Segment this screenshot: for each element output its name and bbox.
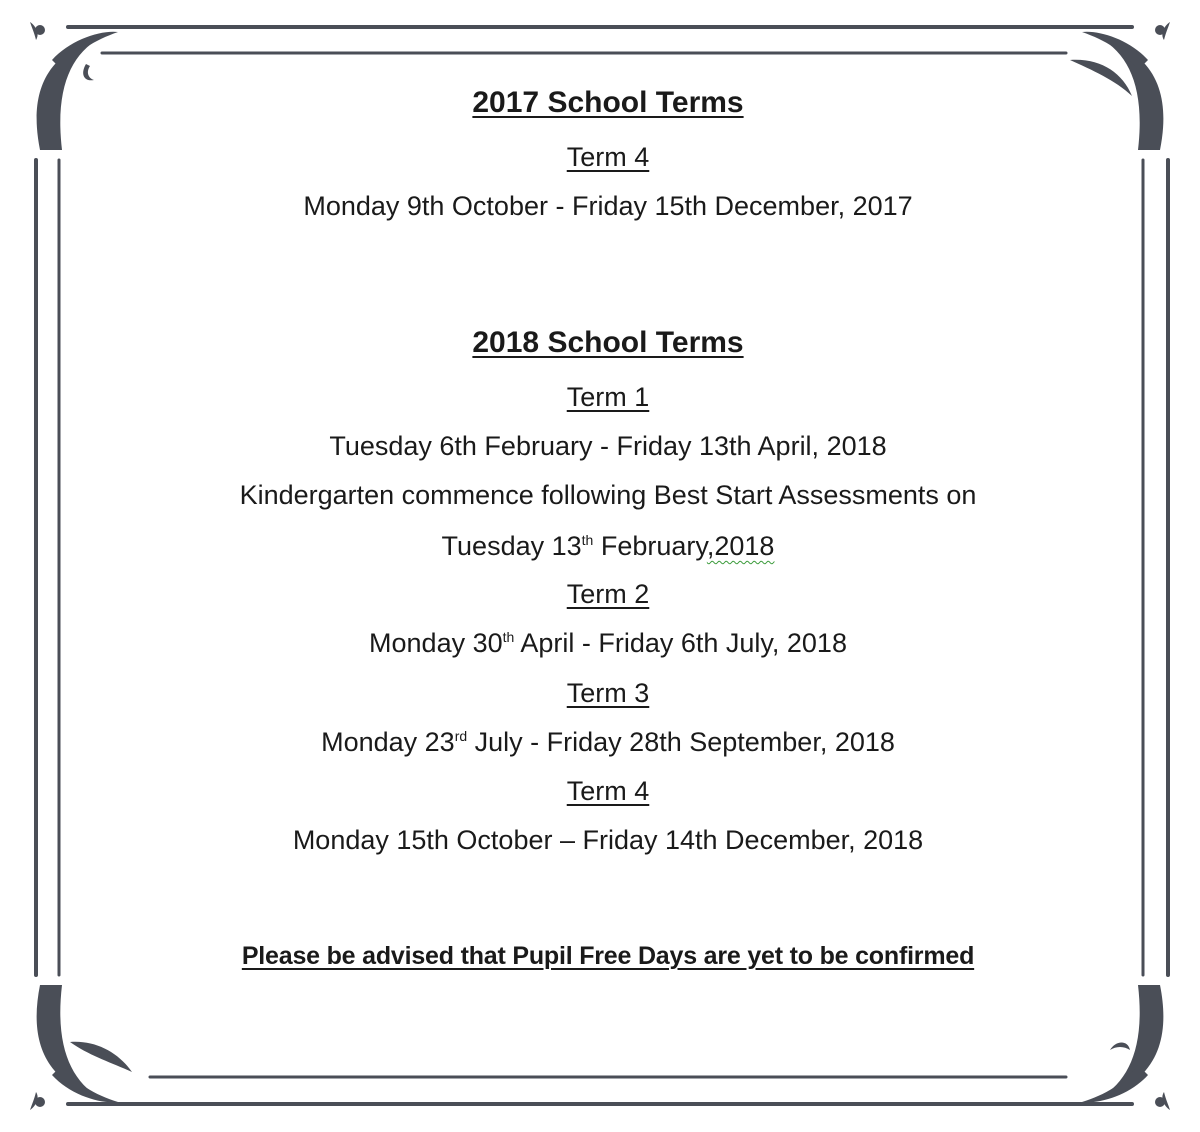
term-1-2018-dates: Tuesday 6th February - Friday 13th April, 2018 xyxy=(329,431,887,461)
term-2-2018-label: Term 2 xyxy=(566,579,650,609)
heading-2017-school-terms: 2017 School Terms xyxy=(472,86,744,119)
kindergarten-commencement-note: Kindergarten commence following Best Start Assessments on xyxy=(239,480,977,510)
term-4-2018-dates: Monday 15th October – Friday 14th December, 2018 xyxy=(292,825,924,855)
kindergarten-date-part-b: February xyxy=(593,531,707,561)
kindergarten-commencement-date xyxy=(0,531,1200,562)
pupil-free-days-notice: Please be advised that Pupil Free Days are yet to be confirmed xyxy=(241,942,975,970)
term-2-dates-ordinal: th xyxy=(502,629,515,645)
term-2-dates-part-a: Monday 30 xyxy=(369,628,503,658)
term-3-dates-ordinal: rd xyxy=(454,728,468,744)
term-4-2017-dates: Monday 9th October - Friday 15th December, 2017 xyxy=(303,191,913,221)
term-1-2018-label: Term 1 xyxy=(566,382,650,412)
term-3-2018-dates xyxy=(0,727,1200,758)
term-3-dates-part-a: Monday 23 xyxy=(321,727,455,757)
term-2-2018-dates xyxy=(0,628,1200,659)
term-4-2017-label: Term 4 xyxy=(566,142,650,172)
heading-2018-school-terms: 2018 School Terms xyxy=(472,326,744,359)
kindergarten-date-ordinal: th xyxy=(581,532,594,548)
term-2-dates-part-b: April - Friday 6th July, 2018 xyxy=(514,628,847,658)
term-3-dates-part-b: July - Friday 28th September, 2018 xyxy=(467,727,895,757)
term-3-2018-label: Term 3 xyxy=(566,678,650,708)
term-4-2018-label: Term 4 xyxy=(566,776,650,806)
kindergarten-date-part-a: Tuesday 13 xyxy=(441,531,582,561)
kindergarten-date-year: ,2018 xyxy=(706,531,775,561)
